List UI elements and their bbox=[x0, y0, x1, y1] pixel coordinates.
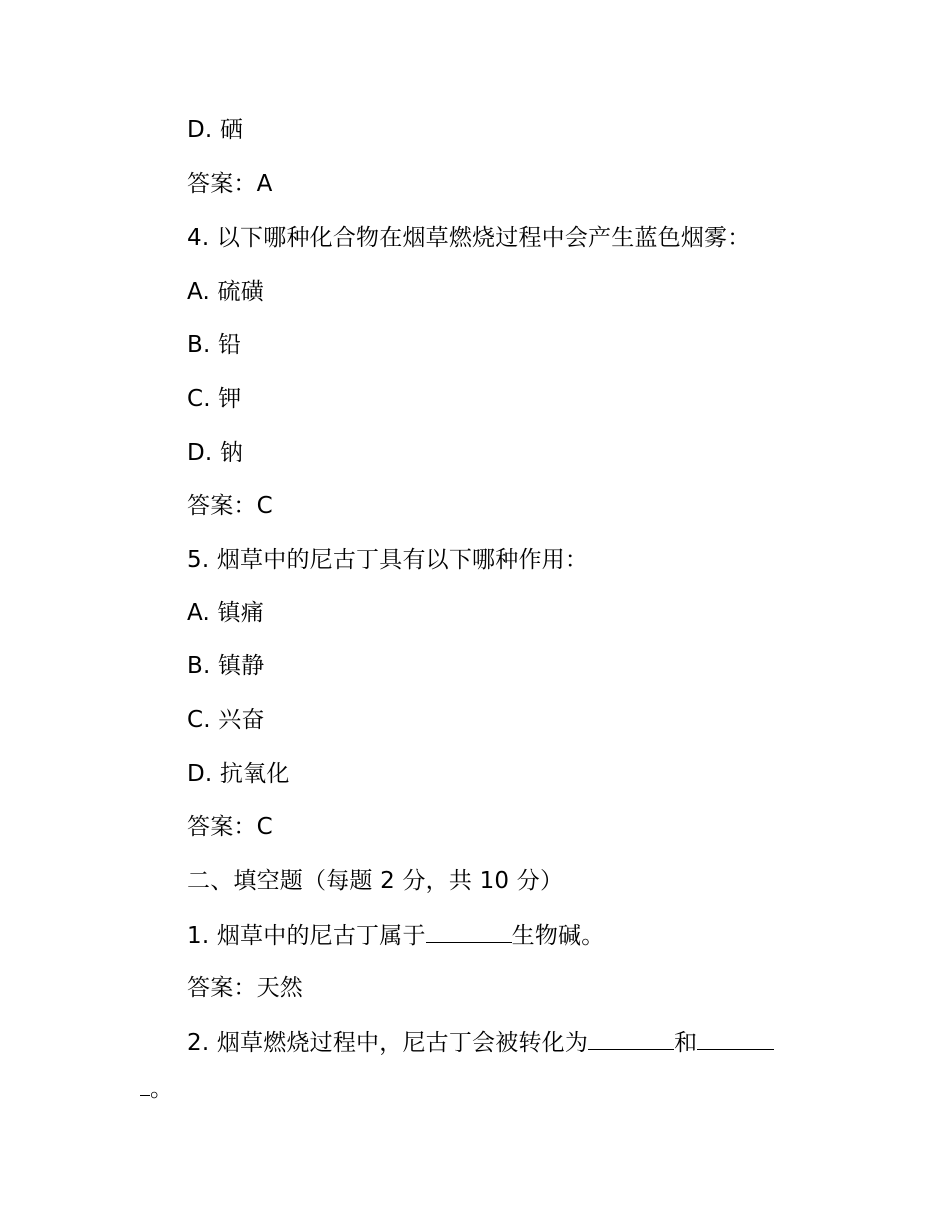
option-a: A. 硫磺 bbox=[187, 279, 264, 305]
option-d: D. 钠 bbox=[187, 440, 244, 466]
fill-question-text: 1. 烟草中的尼古丁属于 bbox=[187, 923, 426, 949]
answer-line: 答案：天然 bbox=[187, 975, 303, 1001]
option-c: C. 钾 bbox=[187, 386, 242, 412]
answer-blank bbox=[697, 1027, 774, 1050]
answer-blank bbox=[140, 1073, 150, 1096]
question-4: 4. 以下哪种化合物在烟草燃烧过程中会产生蓝色烟雾： bbox=[187, 225, 751, 251]
option-c: C. 兴奋 bbox=[187, 707, 265, 733]
fill-question-text: 生物碱。 bbox=[511, 923, 605, 949]
fill-question-2 bbox=[187, 1027, 774, 1058]
option-d: D. 硒 bbox=[187, 117, 244, 143]
fill-question-2-continuation bbox=[140, 1073, 173, 1104]
fill-question-text: 。 bbox=[150, 1076, 174, 1102]
answer-line: 答案：C bbox=[187, 493, 273, 519]
section-heading: 二、填空题（每题 2 分，共 10 分） bbox=[187, 868, 564, 894]
option-b: B. 镇静 bbox=[187, 653, 265, 679]
option-a: A. 镇痛 bbox=[187, 600, 264, 626]
option-d: D. 抗氧化 bbox=[187, 761, 290, 787]
question-5: 5. 烟草中的尼古丁具有以下哪种作用： bbox=[187, 547, 589, 573]
fill-question-text: 2. 烟草燃烧过程中，尼古丁会被转化为 bbox=[187, 1030, 589, 1056]
answer-line: 答案：C bbox=[187, 814, 273, 840]
answer-blank bbox=[588, 1027, 674, 1050]
answer-blank bbox=[426, 920, 512, 943]
answer-line: 答案：A bbox=[187, 171, 273, 197]
fill-question-text: 和 bbox=[674, 1030, 698, 1056]
fill-question-1 bbox=[187, 920, 604, 951]
option-b: B. 铅 bbox=[187, 332, 242, 358]
